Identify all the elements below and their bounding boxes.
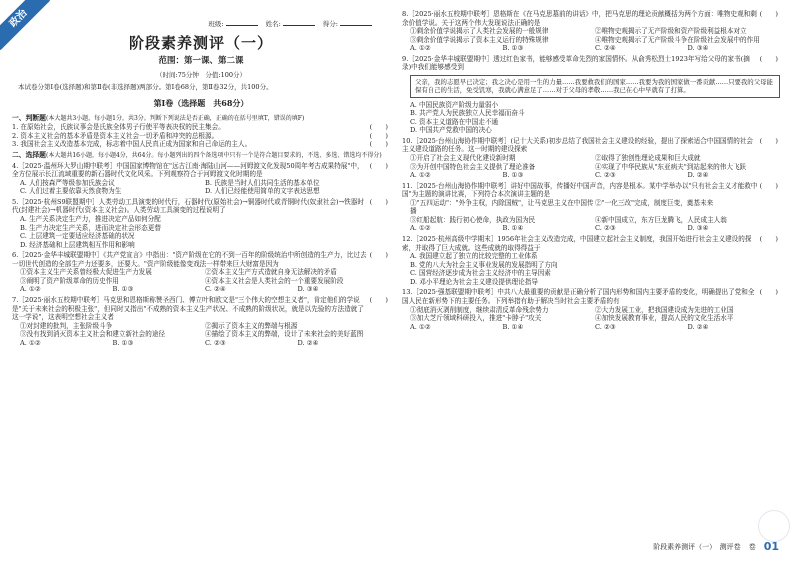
option[interactable]: B. 生产力决定生产关系，进而决定社会形态更替 — [20, 223, 161, 232]
option[interactable]: A. 生产关系决定生产力，推进决定产品如何分配 — [20, 214, 161, 223]
option[interactable]: B. 党的八大为社会主义事业发展的发展指明了方向 — [410, 260, 558, 269]
student-info-fields — [12, 20, 372, 28]
right-column — [402, 8, 780, 331]
option[interactable]: C. 上层建筑一定要适应经济基础的状况 — [20, 232, 135, 241]
option[interactable]: A. 人们按森严等级参加氏族会议 — [20, 178, 115, 187]
option[interactable]: C. 资本主义道路在中国走不通 — [410, 117, 499, 126]
option[interactable]: B. ①③ — [502, 171, 524, 180]
option[interactable]: C. 国营经济逐步成为社会主义经济中的主导因素 — [410, 269, 551, 278]
page-subtitle: 范围：第一课、第二课 — [158, 55, 244, 66]
question-9: 9.［2025·金华丰城联盟期中］透过红色家书，能够感受革命先烈的家国情怀。从俞秀松烈士1923年写给父母的家书(摘录)中我们能够感受到 ( ) 父亲，我的志愿早已决定；我之决心是用一生的力量……我要救我们的国家……我要为我的国家做一番贡献……只要我的父母能保有自己的生活，免受饥寒，我就心满意足了……对于父母的孝敬……我已在心中早就有了打算。 A. 中国民族资产阶级力量弱小 B. 共产党人为民族独立人民幸福而奋斗 C. 资本主义道路在中国走不通 D. 中国共产党救中国的决心 — [402, 54, 778, 135]
footer-prefix: 卷 — [748, 542, 756, 551]
page-footer — [653, 540, 779, 554]
question-11: 11.［2025·台州山海协作期中联考］讲好中国故事，传播好中国声音，内容是根本。某中学举办以"只有社会主义才能救中国"为主题的演讲比赛，下列符合本次演讲主题的是 ( ) ①"五四运动"："外争主权，内除国贼"，让马克思主义在中国传播 ②"一化三改"完成，制度巨变，奠基未来 ③红船起航：践行初心使命，执政为国为民 ④新中国成立，东方巨龙腾飞，人民成主人翁 A. ①② B. ①④ C. ②③ D. ③④ — [402, 181, 778, 233]
option[interactable]: A. 中国民族资产阶级力量弱小 — [410, 100, 499, 109]
option[interactable]: C. ②④ — [595, 44, 616, 53]
question-8: 8.［2025·丽水五校期中联考］恩格斯在《在马克思墓前的讲话》中，把马克思的理论贡献概括为两个方面：唯物史观和剩余价值学说。关于这两个伟大发现说法正确的是 ( ) ①剩余价值学说揭示了人类社会发展的一般规律 ②唯物史观揭示了无产阶级和资产阶级利益根本对立 ③剩余价值学说揭示了资本主义运行的特殊规律 ④唯物史观揭示了无产阶级斗争在阶级社会发展中的作用 A. ①② B. ①③ C. ②④ D. ③④ — [402, 10, 778, 53]
option[interactable]: A. ①② — [410, 322, 431, 331]
option[interactable]: B. ①③ — [112, 338, 134, 347]
option[interactable]: C. ②③ — [595, 322, 616, 331]
class-field[interactable]: 班级: — [208, 20, 257, 28]
letter-excerpt: 父亲，我的志愿早已决定；我之决心是用一生的力量……我要救我们的国家……我要为我的国家做一番贡献……只要我的父母能保有自己的生活，免受饥寒，我就心满意足了……对于父母的孝敬……我已在心中早就有了打算。 — [410, 75, 780, 98]
option[interactable]: B. 氏族是当时人们共同生活的基本单位 — [205, 178, 320, 187]
option[interactable]: D. ②④ — [687, 322, 709, 331]
name-field[interactable]: 姓名: — [266, 20, 315, 28]
page-title: 阶段素养测评（一） — [128, 34, 273, 53]
judge-item: 2. 资本主义社会的基本矛盾是资本主义社会一切矛盾和冲突的总根源。 ( ) — [12, 131, 388, 140]
option[interactable]: C. ②③ — [595, 224, 616, 233]
option[interactable]: B. ①③ — [112, 285, 134, 294]
option[interactable]: C. ②③ — [595, 171, 616, 180]
question-13: 13.［2025·强基联盟期中联考］中共八大最重要的贡献是正确分析了国内形势和国内主要矛盾的变化，明确提出了党和全国人民在新形势下的主要任务。下列举措有助于解决当时社会主要矛盾的有 ( ) ①彻底消灭剥削制度，继续肃清反革命残余势力 ②大力发展工业，把我国建设成为先进的工业国 ③加大芝斤领域科研投入，推进"卡脖子"攻关 ④加快发展教育事业，提高人民的文化生活水平 A. ①② B. ①④ C. ②③ D. ②④ — [402, 288, 778, 331]
option[interactable]: D. 经济基础和上层建筑相互作用和影响 — [20, 240, 135, 249]
question-5: 5.［2025·杭州S9联盟期中］人类劳动工具演变的时代行，石器时代(原始社会)→铜器时代或青铜时代(奴隶社会)→铁器时代(封建社会)→机器时代(资本主义社会)。人类劳动工具演变的过程说明了 ( ) A. 生产关系决定生产力，推进决定产品如何分配 B. 生产力决定生产关系，进而决定社会形态更替 C. 上层建筑一定要适应经济基础的状况 D. 经济基础和上层建筑相互作用和影响 — [12, 197, 388, 249]
part-judge-heading: 一、判断题(本大题共3小题，每小题1分，共3分。判断下列说法是否正确，正确的在括号里填T，错误的填F) — [12, 114, 305, 123]
option[interactable]: D. 中国共产党救中国的决心 — [410, 126, 492, 135]
option[interactable]: A. ①② — [20, 338, 41, 347]
option[interactable]: A. ①② — [410, 171, 431, 180]
option[interactable]: C. ②④ — [205, 285, 226, 294]
left-column — [12, 8, 390, 347]
footer-label: 阶段素养测评（一） 测评卷 — [653, 542, 741, 551]
question-6: 6.［2025·金华丰城联盟期中］《共产党宣言》中指出："资产阶级在它的不到一百年的阶级统治中所创造的生产力，比过去一切世代创造的全部生产力还要多，还要大。"资产阶级能像变戏法一样带来巨大财富是因为 ( ) ①资本主义生产关系曾经极大促进生产力发展 ②资本主义生产方式造就自身无法解决的矛盾 ③阐明了资产阶级革命的历史作用 ④资本主义社会是人类社会的一个重要发展阶段 A. ①② B. ①③ C. ②④ D. ③④ — [12, 251, 388, 294]
judge-item: 1. 在原始社会，氏族议事会是氏族全体男子行使平等表决权的民主集会。 ( ) — [12, 123, 388, 132]
question-7: 7.［2025·丽水五校期中联考］马克思和恩格斯称赞圣西门、傅立叶和欧文是"三个伟大的空想主义者"，肯定他们的学说是"关于未来社会的积极主张"，但同时又指出"不成熟的资本主义生产状况、不成熟的阶级状况，就是以先验的方法造就了这一学说"，这表明空想社会主义者 ( ) ①对封建的批判，主张阶级斗争 ②揭示了资本主义的弊端与根源 ③没有找到消灭资本主义社会和建立新社会的途径 ④描绘了资本主义的弊端，设计了未来社会的美好蓝图 A. ①② B. ①③ C. ②③ D. ②④ — [12, 296, 388, 347]
option[interactable]: B. 共产党人为民族独立人民幸福而奋斗 — [410, 109, 525, 118]
option[interactable]: D. ③④ — [687, 224, 709, 233]
question-4: 4.［2025·温州环大罗山期中联考］中国国家博物馆在"远古江南·海陆山河——河姆渡文化发现50周年考古成果特展"中，全方位展示长江流域重要的新石器时代文化风采。下列观察符合于河姆渡文化时期的是 ( ) A. 人们按森严等级参加氏族会议 B. 氏族是当时人们共同生活的基本单位 C. 人们过着主要依靠天然食物为生 D. 人们已经能使用简单的文字表达思想 — [12, 161, 388, 196]
judge-item: 3. 我国社会主义改造基本完成，标志着中国人民真正成为国家和自己命运的主人。 ( ) — [12, 140, 388, 149]
question-10: 10.［2025·台州山海协作期中联考］(记十大关系)初步总结了我国社会主义建设的经验，提出了探索适合中国国情的社会主义建设道路的任务。这一时期的建设探索 ( ) ①开启了社会主义现代化建设新时期 ②取得了独创性理论成果和巨大成就 ③为开创中国特色社会主义提供了理论准备 ④实现了中华民族从"东亚病夫"到站起来的伟大飞跃 A. ①② B. ①③ C. ②③ D. ②④ — [402, 136, 778, 180]
score-field[interactable]: 得分: — [323, 20, 372, 28]
part-choice-heading: 二、选择题(本大题共16小题，每小题4分，共64分。每小题列出的四个备选项中只有一个是符合题目要求的，不选、多选、错选均不得分) — [12, 150, 382, 159]
option[interactable]: D. 邓小平理论为社会主义建设提供理论指导 — [410, 277, 538, 286]
option[interactable]: D. ③④ — [687, 44, 709, 53]
option[interactable]: B. ①④ — [502, 224, 524, 233]
option[interactable]: D. ②④ — [297, 338, 319, 347]
option[interactable]: C. ②③ — [205, 338, 226, 347]
option[interactable]: A. ①② — [410, 44, 431, 53]
option[interactable]: A. ①② — [410, 224, 431, 233]
option[interactable]: C. 人们过着主要依靠天然食物为生 — [20, 187, 122, 196]
option[interactable]: A. 我国建立起了独立的比较完整的工业体系 — [410, 252, 538, 261]
subject-ribbon: 政治 — [0, 0, 50, 50]
option[interactable]: D. 人们已经能使用简单的文字表达思想 — [205, 187, 320, 196]
page-number: 01 — [763, 540, 779, 553]
option[interactable]: D. ②④ — [687, 171, 709, 180]
watermark-stamp — [758, 510, 790, 542]
option[interactable]: D. ③④ — [297, 285, 319, 294]
exam-intro: 本试卷分第Ⅰ卷(选择题)和第Ⅱ卷(非选择题)两部分。第Ⅰ卷68分，第Ⅱ卷32分，共100分。 — [18, 83, 273, 92]
option[interactable]: A. ①② — [20, 285, 41, 294]
section-heading: 第Ⅰ卷（选择题 共68分） — [153, 97, 249, 108]
question-12: 12.［2025·杭州高级中学期末］1956年社会主义改造完成，中国建立起社会主义制度，我国开始进行社会主义建设的探索，并取得了巨大成就。这些成就的取得得益于 ( ) A. 我国建立起了独立的比较完整的工业体系 B. 党的八大为社会主义事业发展的发展指明了方向 C. 国营经济逐步成为社会主义经济中的主导因素 D. 邓小平理论为社会主义建设提供理论指导 — [402, 235, 778, 286]
exam-time: （时间:75分钟 分值:100分） — [155, 70, 247, 79]
option[interactable]: B. ①③ — [502, 44, 524, 53]
option[interactable]: B. ①④ — [502, 322, 524, 331]
